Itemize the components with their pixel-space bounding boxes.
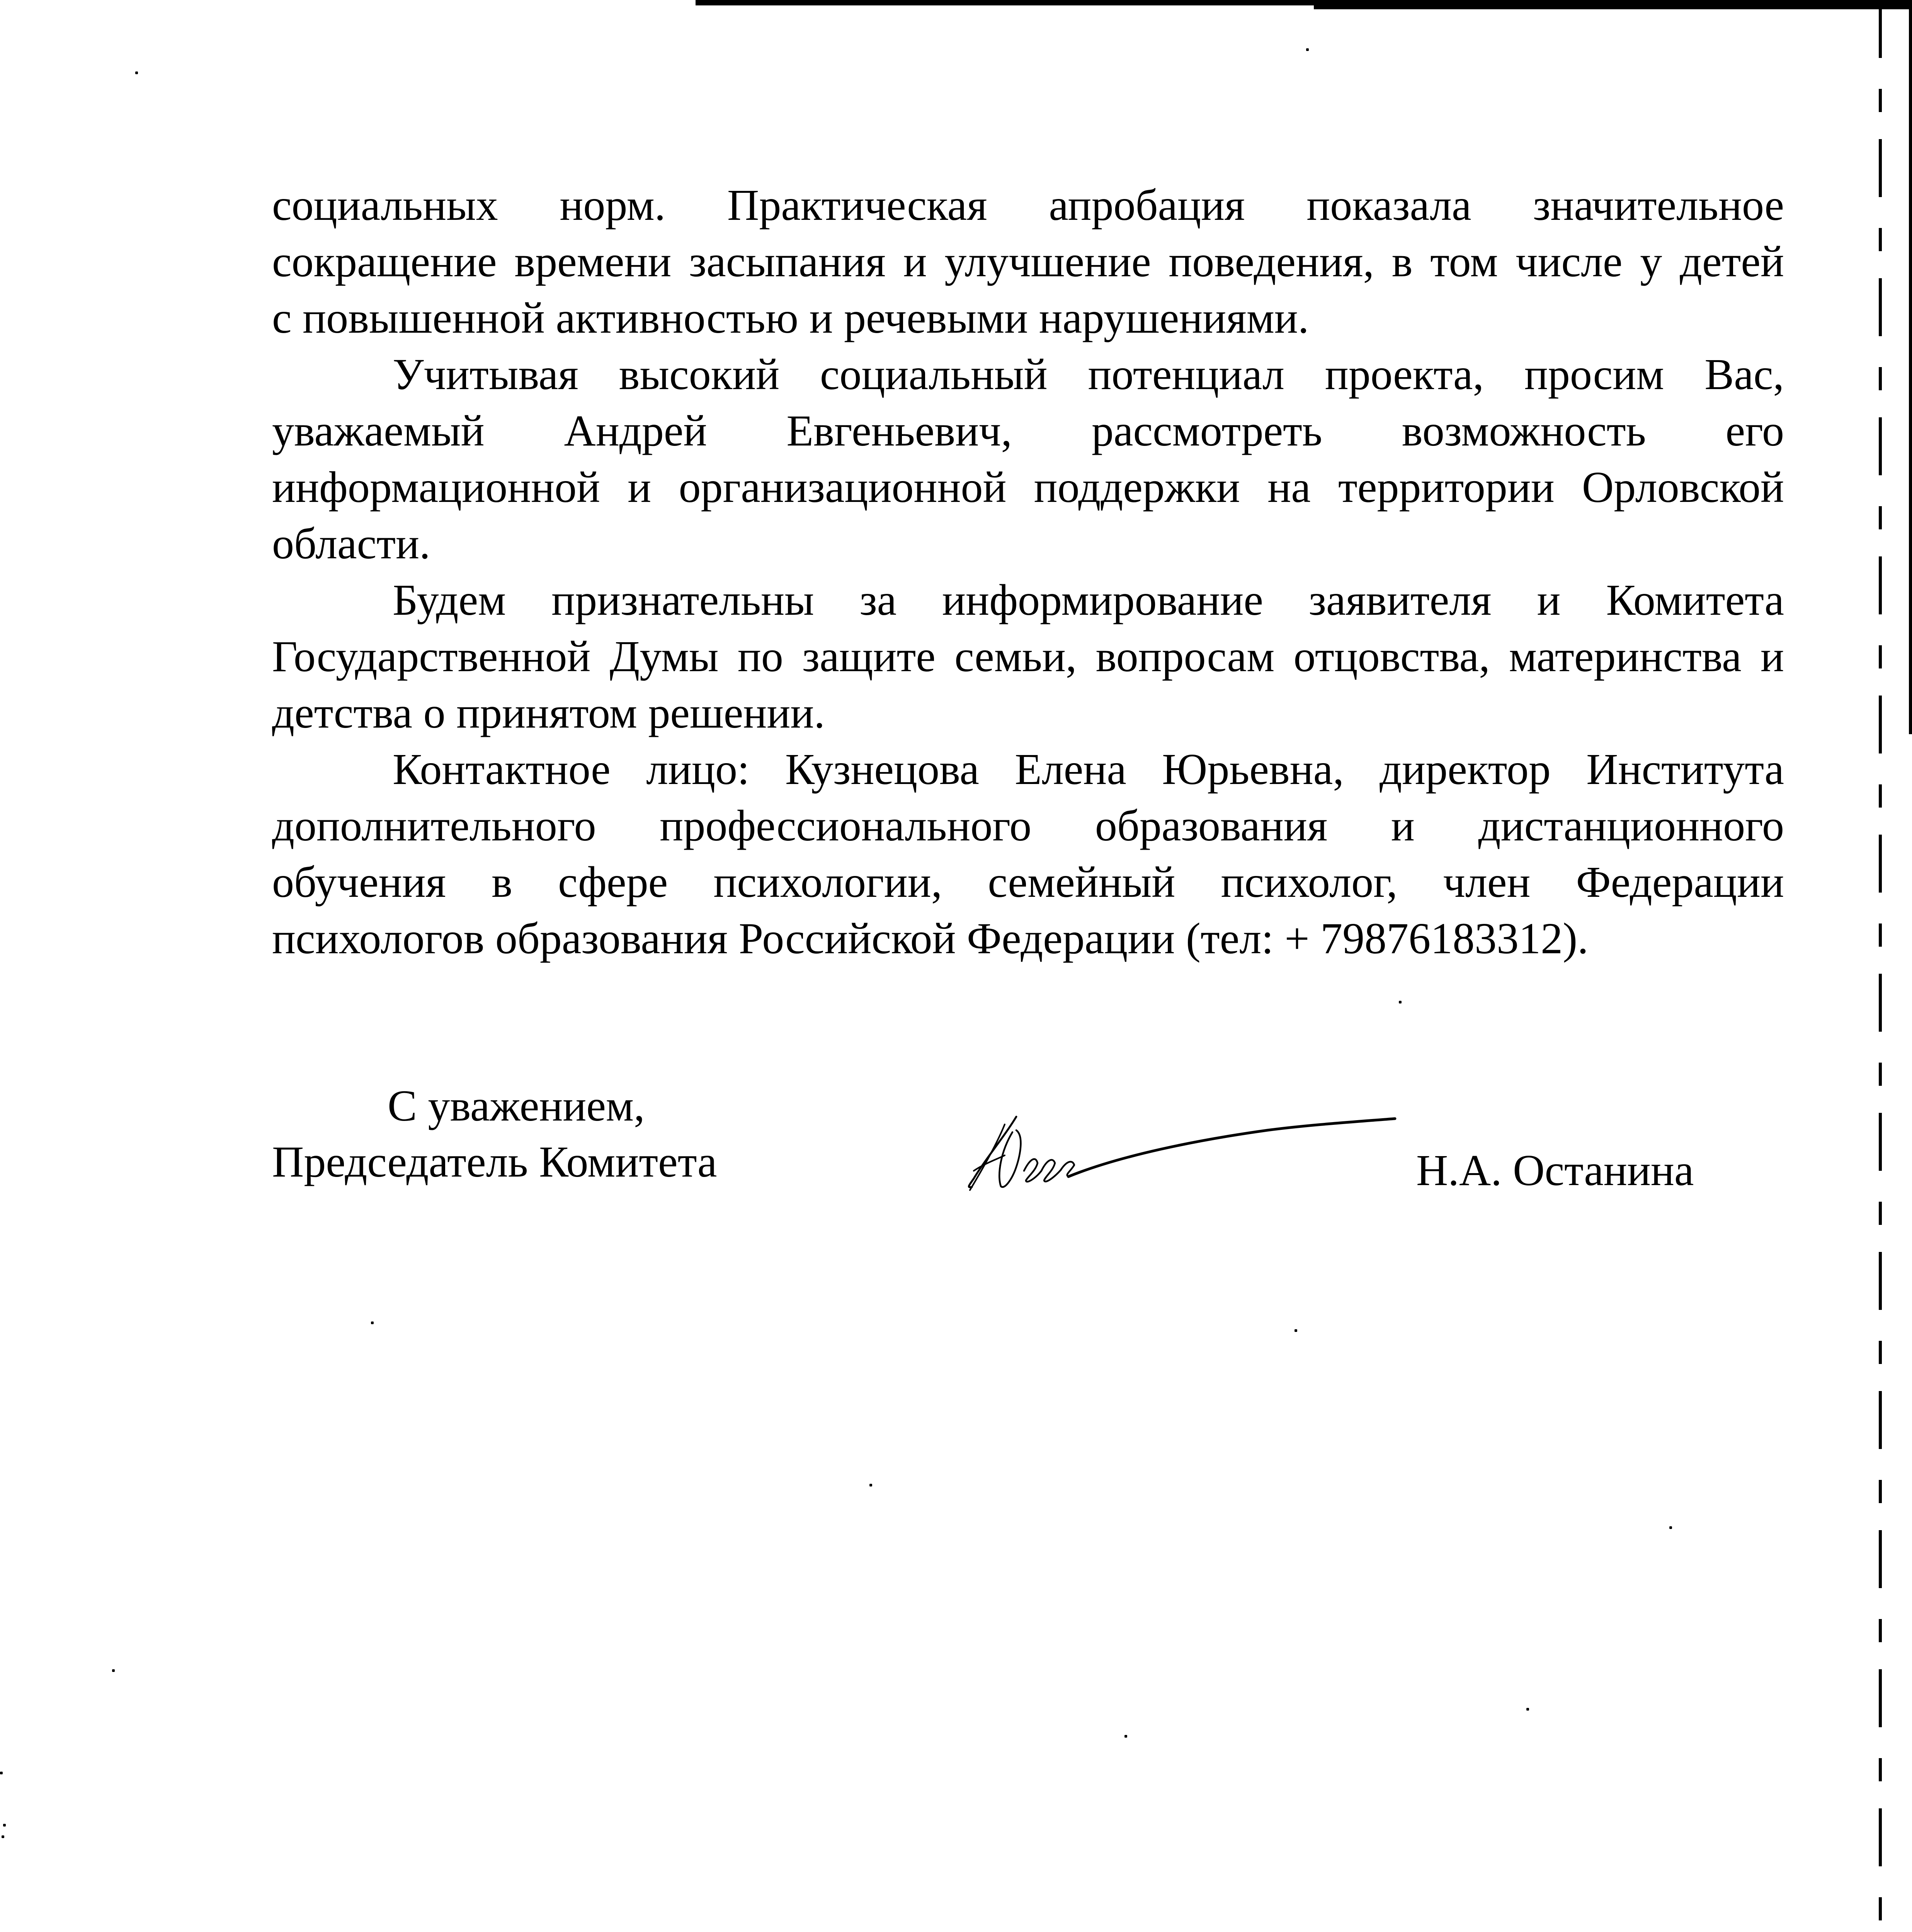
scan-speck (371, 1321, 374, 1324)
text-line: социальных норм. Практическая апробация показала значительное (272, 180, 1784, 230)
text-line: информационной и организационной поддержки на территории Орловской (272, 463, 1784, 512)
handwritten-signature (958, 1113, 1414, 1194)
signature-stroke (1068, 1119, 1395, 1177)
signatory-position: Председатель Комитета (272, 1137, 717, 1186)
text-line: Будем признательны за информирование заявителя и Комитета (393, 575, 1784, 624)
scan-speck (869, 1484, 872, 1486)
signature-stroke (969, 1117, 1016, 1187)
text-line: детства о принятом решении. (272, 688, 825, 737)
scan-speck (0, 1772, 3, 1774)
scan-speck (1295, 1329, 1297, 1332)
text-line: психологов образования Российской Федерации (тел: + 79876183312). (272, 914, 1589, 963)
scan-speck (3, 1824, 6, 1827)
scan-speck (1124, 1735, 1127, 1738)
text-line: сокращение времени засыпания и улучшение поведения, в том числе у детей (272, 237, 1784, 286)
text-line: области. (272, 519, 430, 568)
scan-speck (2, 1835, 4, 1838)
text-line: дополнительного профессионального образования и дистанционного (272, 801, 1784, 850)
signatory-name: Н.А. Останина (1416, 1146, 1694, 1195)
text-line: уважаемый Андрей Евгеньевич, рассмотреть возможность его (272, 406, 1784, 455)
text-line: Контактное лицо: Кузнецова Елена Юрьевна, директор Института (393, 745, 1784, 794)
scan-speck (1669, 1526, 1672, 1529)
scan-speck (1526, 1708, 1529, 1711)
signature-stroke (1024, 1159, 1041, 1182)
signature-stroke (1041, 1160, 1061, 1182)
text-line: обучения в сфере психологии, семейный психолог, член Федерации (272, 857, 1784, 906)
scan-speck (112, 1669, 115, 1672)
text-line: Учитывая высокий социальный потенциал проекта, просим Вас, (393, 350, 1784, 399)
text-line: Государственной Думы по защите семьи, вопросам отцовства, материнства и (272, 632, 1784, 681)
text-line: с повышенной активностью и речевыми нарушениями. (272, 293, 1309, 342)
closing-phrase: С уважением, (388, 1081, 645, 1130)
